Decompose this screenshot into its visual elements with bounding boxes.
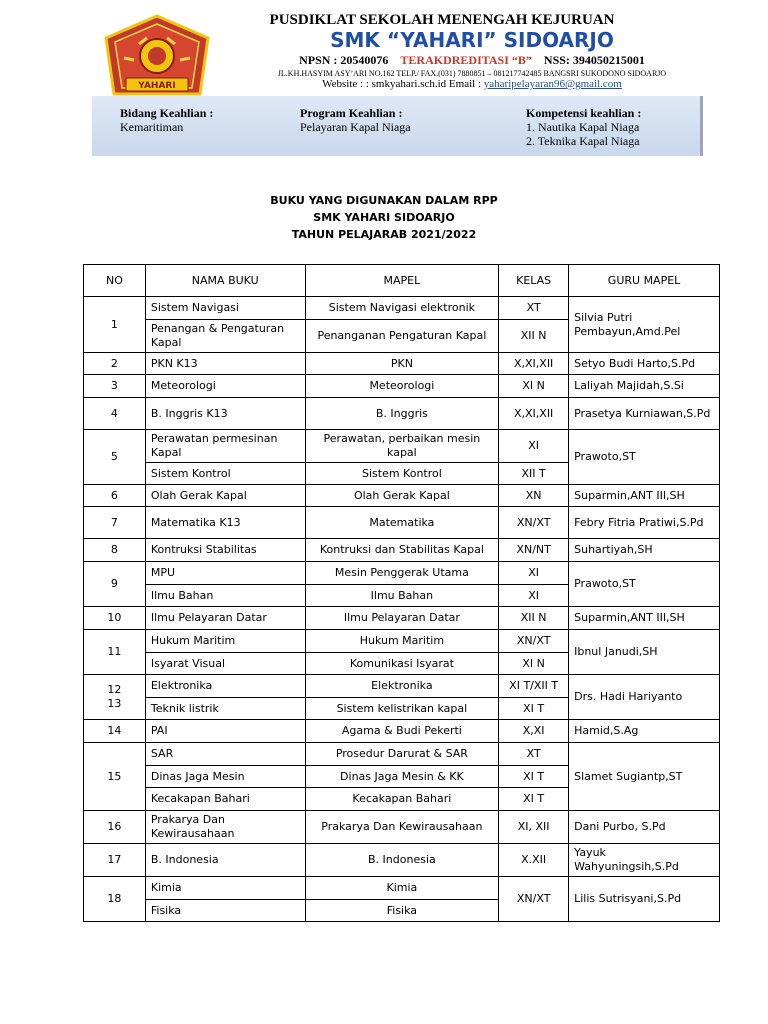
cell-mapel: Fisika: [305, 900, 499, 922]
cell-guru-mapel: Suparmin,ANT III,SH: [569, 485, 720, 507]
cell-mapel: B. Indonesia: [305, 844, 499, 877]
cell-kelas: XI: [499, 585, 569, 607]
cell-mapel: Prakarya Dan Kewirausahaan: [305, 811, 499, 844]
table-row: [84, 398, 720, 430]
cell-kelas: XII N: [499, 320, 569, 353]
program-label: Program Keahlian :: [300, 106, 403, 120]
cell-mapel: Dinas Jaga Mesin & KK: [305, 766, 499, 788]
cell-no: 2: [84, 353, 146, 375]
cell-no: 4: [84, 398, 146, 430]
table-row: [84, 630, 720, 653]
cell-kelas: XN/XT: [499, 630, 569, 653]
cell-nama-buku: Penangan & Pengaturan Kapal: [145, 320, 305, 353]
cell-kelas: XI, XII: [499, 811, 569, 844]
header-mapel: MAPEL: [305, 265, 499, 297]
cell-nama-buku: Kontruksi Stabilitas: [145, 539, 305, 562]
cell-nama-buku: Kimia: [145, 877, 305, 900]
cell-kelas: XII T: [499, 463, 569, 485]
cell-guru-mapel: Drs. Hadi Hariyanto: [569, 675, 720, 720]
table-row: [84, 675, 720, 698]
kompetensi-2: 2. Teknika Kapal Niaga: [526, 134, 640, 148]
table-row: [84, 507, 720, 539]
cell-nama-buku: Olah Gerak Kapal: [145, 485, 305, 507]
cell-no: 14: [84, 720, 146, 743]
cell-kelas: XI: [499, 430, 569, 463]
cell-guru-mapel: Febry Fitria Pratiwi,S.Pd: [569, 507, 720, 539]
header-contact: [222, 78, 722, 90]
cell-guru-mapel: Slamet Sugiantp,ST: [569, 743, 720, 811]
program-value: Pelayaran Kapal Niaga: [300, 120, 411, 134]
cell-kelas: X,XI,XII: [499, 398, 569, 430]
cell-nama-buku: Ilmu Bahan: [145, 585, 305, 607]
cell-no: 8: [84, 539, 146, 562]
cell-kelas: XI T: [499, 766, 569, 788]
cell-no: 5: [84, 430, 146, 485]
cell-kelas: XI N: [499, 653, 569, 675]
keahlian-band: [92, 96, 703, 156]
cell-no: 3: [84, 375, 146, 398]
cell-kelas: XN/XT: [499, 507, 569, 539]
cell-kelas: X,XI: [499, 720, 569, 743]
table-header-row: [84, 265, 720, 297]
cell-kelas: XN: [499, 485, 569, 507]
header-school-name: SMK “YAHARI” SIDOARJO: [330, 28, 614, 52]
cell-nama-buku: Hukum Maritim: [145, 630, 305, 653]
header-ids: [222, 53, 722, 68]
cell-mapel: Prosedur Darurat & SAR: [305, 743, 499, 766]
cell-kelas: XT: [499, 297, 569, 320]
cell-nama-buku: Fisika: [145, 900, 305, 922]
cell-mapel: Olah Gerak Kapal: [305, 485, 499, 507]
cell-mapel: Kontruksi dan Stabilitas Kapal: [305, 539, 499, 562]
document-titles: [0, 192, 768, 243]
kompetensi-1: 1. Nautika Kapal Niaga: [526, 120, 640, 134]
header-kelas: KELAS: [499, 265, 569, 297]
cell-guru-mapel: Dani Purbo, S.Pd: [569, 811, 720, 844]
header-institution: PUSDIKLAT SEKOLAH MENENGAH KEJURUAN: [269, 12, 615, 28]
logo-text: YAHARI: [138, 81, 176, 91]
cell-mapel: Sistem Navigasi elektronik: [305, 297, 499, 320]
cell-guru-mapel: Lilis Sutrisyani,S.Pd: [569, 877, 720, 922]
cell-mapel: Meteorologi: [305, 375, 499, 398]
header-nama-buku: NAMA BUKU: [145, 265, 305, 297]
cell-mapel: Ilmu Pelayaran Datar: [305, 607, 499, 630]
cell-no: 10: [84, 607, 146, 630]
table-row: [84, 811, 720, 844]
cell-kelas: XI T: [499, 698, 569, 720]
cell-nama-buku: Matematika K13: [145, 507, 305, 539]
cell-mapel: Komunikasi Isyarat: [305, 653, 499, 675]
table-row: [84, 844, 720, 877]
program-keahlian: [300, 106, 411, 134]
cell-no: 1: [84, 297, 146, 353]
cell-guru-mapel: Laliyah Majidah,S.Si: [569, 375, 720, 398]
table-row: [84, 562, 720, 585]
header-guru-mapel: GURU MAPEL: [569, 265, 720, 297]
cell-no: 15: [84, 743, 146, 811]
cell-no: 16: [84, 811, 146, 844]
cell-mapel: Kecakapan Bahari: [305, 788, 499, 811]
cell-mapel: Sistem Kontrol: [305, 463, 499, 485]
table-row: [84, 743, 720, 766]
cell-kelas: XN/NT: [499, 539, 569, 562]
cell-nama-buku: PKN K13: [145, 353, 305, 375]
cell-nama-buku: B. Inggris K13: [145, 398, 305, 430]
header-address: JL.KH.HASYIM ASY’ARI NO.162 TELP./ FAX.(031) 7880851 – 081217742485 BANGSRI SUKODONO SIDOARJO: [277, 69, 667, 78]
cell-mapel: Kimia: [305, 877, 499, 900]
cell-no: 9: [84, 562, 146, 607]
table-row: [84, 353, 720, 375]
akreditasi: TERAKDREDITASI “B”: [400, 53, 532, 67]
cell-nama-buku: SAR: [145, 743, 305, 766]
table-row: [84, 720, 720, 743]
kompetensi-keahlian: [526, 106, 641, 148]
cell-nama-buku: Sistem Navigasi: [145, 297, 305, 320]
cell-nama-buku: Prakarya Dan Kewirausahaan: [145, 811, 305, 844]
cell-nama-buku: Elektronika: [145, 675, 305, 698]
cell-mapel: PKN: [305, 353, 499, 375]
cell-guru-mapel: Silvia Putri Pembayun,Amd.Pel: [569, 297, 720, 353]
nss: NSS: 394050215001: [543, 53, 645, 67]
bidang-label: Bidang Keahlian :: [120, 106, 214, 120]
cell-nama-buku: Isyarat Visual: [145, 653, 305, 675]
table-row: [84, 607, 720, 630]
cell-nama-buku: Dinas Jaga Mesin: [145, 766, 305, 788]
cell-nama-buku: Kecakapan Bahari: [145, 788, 305, 811]
table-row: [84, 430, 720, 463]
cell-nama-buku: Sistem Kontrol: [145, 463, 305, 485]
cell-mapel: Agama & Budi Pekerti: [305, 720, 499, 743]
cell-kelas: XII N: [499, 607, 569, 630]
cell-nama-buku: Ilmu Pelayaran Datar: [145, 607, 305, 630]
cell-mapel: Sistem kelistrikan kapal: [305, 698, 499, 720]
cell-guru-mapel: Yayuk Wahyuningsih,S.Pd: [569, 844, 720, 877]
table-row: [84, 539, 720, 562]
cell-mapel: Mesin Penggerak Utama: [305, 562, 499, 585]
cell-guru-mapel: Suparmin,ANT III,SH: [569, 607, 720, 630]
cell-guru-mapel: Ibnul Janudi,SH: [569, 630, 720, 675]
cell-guru-mapel: Setyo Budi Harto,S.Pd: [569, 353, 720, 375]
cell-kelas: XT: [499, 743, 569, 766]
cell-kelas: X,XI,XII: [499, 353, 569, 375]
title-line-2: SMK YAHARI SIDOARJO: [313, 211, 455, 224]
table-body: [84, 297, 720, 922]
table-row: [84, 297, 720, 320]
kompetensi-label: Kompetensi keahlian :: [526, 106, 642, 120]
cell-kelas: XN/XT: [499, 877, 569, 922]
cell-nama-buku: Meteorologi: [145, 375, 305, 398]
header-no: NO: [84, 265, 146, 297]
cell-nama-buku: PAI: [145, 720, 305, 743]
cell-no: 11: [84, 630, 146, 675]
cell-no: 18: [84, 877, 146, 922]
cell-nama-buku: B. Indonesia: [145, 844, 305, 877]
email-link[interactable]: yaharipelayaran96@gmail.com: [483, 78, 622, 90]
cell-nama-buku: Teknik listrik: [145, 698, 305, 720]
cell-no: 17: [84, 844, 146, 877]
cell-mapel: Hukum Maritim: [305, 630, 499, 653]
cell-guru-mapel: Prawoto,ST: [569, 430, 720, 485]
cell-nama-buku: MPU: [145, 562, 305, 585]
title-line-3: TAHUN PELAJARAB 2021/2022: [291, 228, 477, 241]
cell-no: 7: [84, 507, 146, 539]
cell-guru-mapel: Prasetya Kurniawan,S.Pd: [569, 398, 720, 430]
cell-kelas: XI T: [499, 788, 569, 811]
cell-guru-mapel: Hamid,S.Ag: [569, 720, 720, 743]
book-table: [83, 264, 720, 922]
cell-mapel: Penanganan Pengaturan Kapal: [305, 320, 499, 353]
cell-guru-mapel: Prawoto,ST: [569, 562, 720, 607]
cell-nama-buku: Perawatan permesinan Kapal: [145, 430, 305, 463]
cell-mapel: Elektronika: [305, 675, 499, 698]
cell-mapel: B. Inggris: [305, 398, 499, 430]
cell-mapel: Matematika: [305, 507, 499, 539]
website-label: Website : : smkyahari.sch.id Email :: [322, 78, 484, 90]
bidang-keahlian: [120, 106, 213, 134]
table-row: [84, 375, 720, 398]
cell-no: 12 13: [84, 675, 146, 720]
bidang-value: Kemaritiman: [120, 120, 184, 134]
cell-kelas: XI T/XII T: [499, 675, 569, 698]
table-row: [84, 485, 720, 507]
title-line-1: BUKU YANG DIGUNAKAN DALAM RPP: [270, 194, 498, 207]
cell-kelas: XI N: [499, 375, 569, 398]
cell-mapel: Perawatan, perbaikan mesin kapal: [305, 430, 499, 463]
cell-mapel: Ilmu Bahan: [305, 585, 499, 607]
cell-guru-mapel: Suhartiyah,SH: [569, 539, 720, 562]
npsn: NPSN : 20540076: [299, 53, 389, 67]
table-row: [84, 877, 720, 900]
cell-no: 6: [84, 485, 146, 507]
cell-kelas: X.XII: [499, 844, 569, 877]
cell-kelas: XI: [499, 562, 569, 585]
